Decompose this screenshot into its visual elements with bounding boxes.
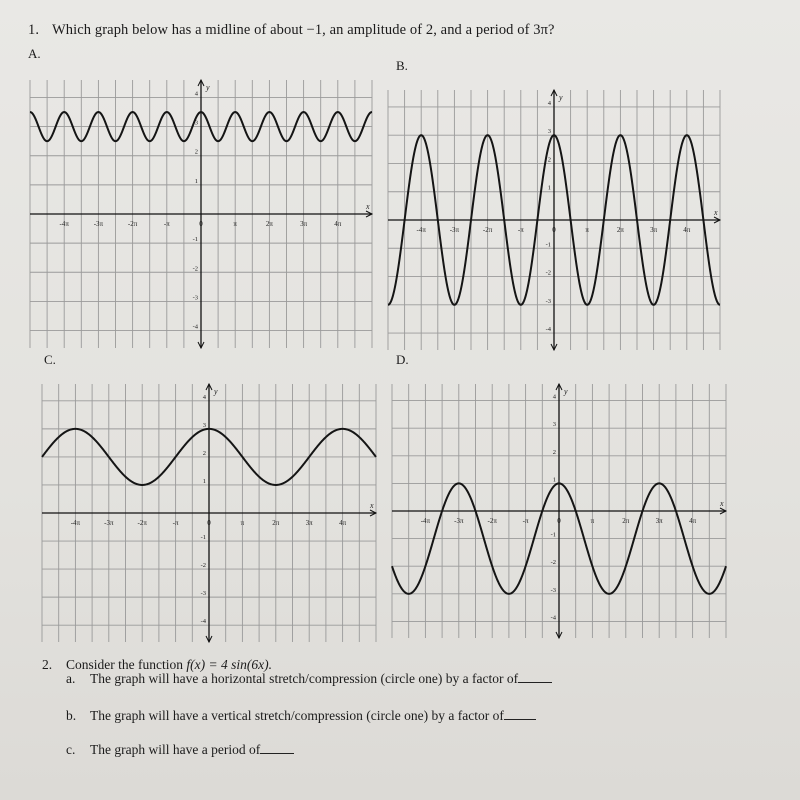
y-tick-label: -1 [200, 534, 206, 542]
x-tick-label: 3π [300, 220, 308, 228]
x-tick-label: 4π [339, 519, 347, 527]
graph-c [42, 384, 376, 642]
x-axis-label: x [370, 501, 374, 510]
y-tick-label: -4 [550, 614, 556, 622]
answer-blank-2c[interactable] [260, 741, 294, 754]
answer-blank-2b[interactable] [504, 707, 536, 720]
x-tick-label: -4π [70, 519, 81, 527]
y-tick-label: 1 [547, 184, 551, 192]
x-tick-label: π [240, 519, 245, 527]
y-tick-label: -1 [545, 241, 551, 249]
question-2a-text: The graph will have a horizontal stretch/compression (circle one) by a factor of [90, 671, 519, 686]
question-2-number: 2. [42, 657, 53, 672]
y-tick-label: 1 [552, 476, 556, 484]
graph-d-label: D. [396, 352, 409, 367]
question-2c [66, 741, 294, 758]
y-tick-label: -2 [192, 265, 198, 273]
y-tick-label: 2 [547, 156, 551, 164]
y-tick-label: 2 [194, 148, 198, 156]
y-tick-label: -4 [192, 323, 198, 331]
graph-d-plot [392, 384, 726, 638]
x-tick-label: 0 [199, 220, 203, 228]
x-tick-label: -3π [93, 220, 104, 228]
x-axis-label: x [714, 208, 718, 217]
x-axis-label: x [720, 499, 724, 508]
x-tick-label: 3π [655, 517, 663, 525]
x-tick-label: 2π [272, 519, 280, 527]
x-tick-label: -4π [416, 226, 426, 234]
graph-c-label: C. [44, 352, 56, 367]
y-tick-label: 3 [194, 119, 198, 127]
question-2b-letter: b. [66, 708, 77, 723]
graph-b-label: B. [396, 58, 408, 73]
x-axis-label: x [366, 202, 370, 211]
x-tick-label: π [233, 220, 237, 228]
question-2c-text: The graph will have a period of [90, 742, 261, 757]
y-tick-label: -3 [192, 294, 198, 302]
y-tick-label: 1 [202, 477, 206, 485]
y-axis-label: y [559, 93, 563, 102]
question-1-number: 1. [28, 22, 40, 38]
x-tick-label: 4π [334, 220, 342, 228]
x-tick-label: -4π [420, 517, 431, 525]
graph-a-label: A. [28, 46, 41, 61]
y-tick-label: 4 [552, 393, 556, 401]
x-tick-label: -π [517, 226, 524, 234]
y-tick-label: 2 [202, 449, 206, 457]
y-axis-label: y [564, 387, 568, 396]
y-tick-label: -3 [550, 586, 556, 594]
question-2b-text: The graph will have a vertical stretch/compression (circle one) by a factor of [90, 708, 504, 723]
question-2c-letter: c. [66, 742, 76, 757]
graph-a-plot [30, 80, 372, 348]
y-tick-label: -1 [192, 236, 198, 244]
graph-d [392, 384, 726, 638]
question-2-intro: Consider the function [66, 657, 187, 672]
x-tick-label: -π [522, 517, 529, 525]
x-tick-label: 4π [689, 517, 697, 525]
graph-b-plot [388, 90, 720, 350]
x-tick-label: 3π [305, 519, 313, 527]
y-tick-label: -4 [200, 618, 206, 626]
graph-a [30, 80, 372, 348]
question-1-text: Which graph below has a midline of about −1, an amplitude of 2, and a period of 3π? [52, 22, 555, 38]
y-tick-label: -3 [545, 297, 551, 305]
x-tick-label: 0 [207, 519, 211, 527]
x-tick-label: 2π [616, 226, 624, 234]
x-tick-label: 0 [552, 226, 556, 234]
question-2a-letter: a. [66, 671, 76, 686]
x-tick-label: 2π [265, 220, 273, 228]
x-tick-label: π [590, 517, 595, 525]
y-tick-label: -2 [550, 559, 556, 567]
x-tick-label: -3π [454, 517, 464, 525]
graph-b [388, 90, 720, 350]
y-axis-label: y [206, 83, 210, 92]
answer-blank-2a[interactable] [518, 670, 552, 683]
y-tick-label: -4 [545, 326, 551, 334]
question-1 [28, 22, 555, 39]
x-tick-label: -3π [449, 226, 460, 234]
x-tick-label: -2π [482, 226, 493, 234]
question-2-function: f(x) = 4 sin(6x). [186, 657, 272, 672]
y-tick-label: -2 [200, 562, 206, 570]
y-tick-label: 4 [202, 393, 206, 401]
y-tick-label: 4 [194, 90, 198, 98]
y-tick-label: -2 [545, 269, 551, 277]
x-tick-label: 0 [557, 517, 561, 525]
y-tick-label: 3 [552, 421, 556, 429]
x-tick-label: -2π [127, 220, 138, 228]
x-tick-label: 3π [650, 226, 658, 234]
y-tick-label: 2 [552, 448, 556, 456]
question-2b [66, 707, 536, 724]
x-tick-label: 2π [622, 517, 630, 525]
x-tick-label: -π [172, 519, 179, 527]
question-2a [66, 670, 552, 687]
y-tick-label: -1 [550, 531, 556, 539]
y-tick-label: -3 [200, 590, 206, 598]
x-tick-label: -2π [137, 519, 147, 527]
y-tick-label: 1 [194, 177, 198, 185]
x-tick-label: π [585, 226, 589, 234]
y-tick-label: 4 [547, 99, 551, 107]
x-tick-label: -3π [104, 519, 114, 527]
y-tick-label: 3 [202, 421, 206, 429]
y-axis-label: y [214, 387, 218, 396]
x-tick-label: -2π [487, 517, 497, 525]
graph-c-plot [42, 384, 376, 642]
y-tick-label: 3 [547, 128, 551, 136]
x-tick-label: -4π [59, 220, 69, 228]
x-tick-label: -π [163, 220, 170, 228]
x-tick-label: 4π [683, 226, 691, 234]
